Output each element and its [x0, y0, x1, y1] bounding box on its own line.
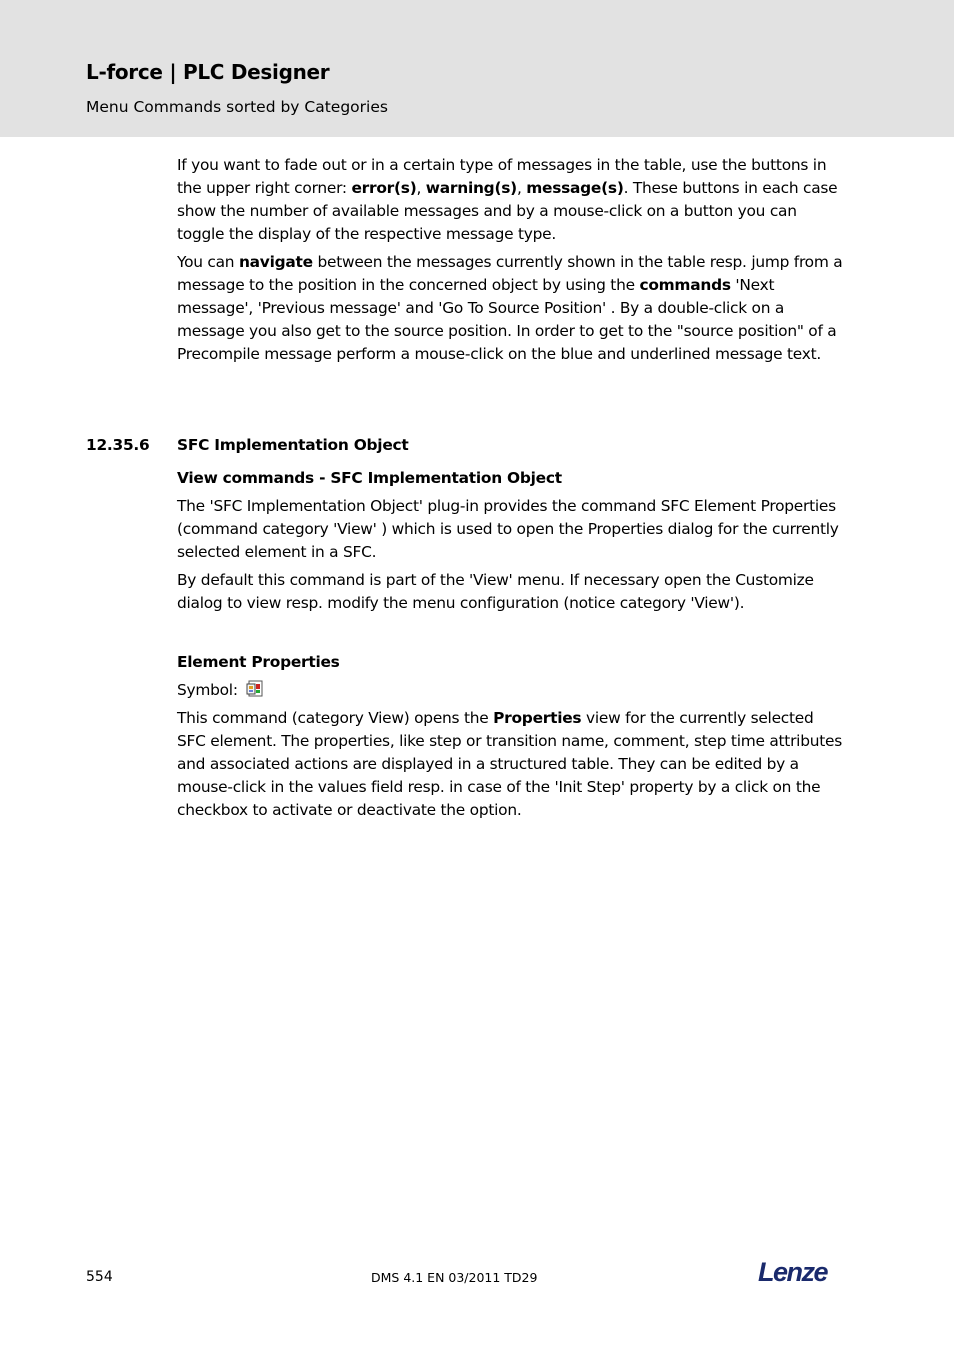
text-run: You can: [177, 253, 239, 271]
text-run: between the messages currently shown in the table resp. jump from a message to the position in the concerned object by using the: [177, 253, 843, 294]
page-header: [0, 0, 954, 137]
view-commands-heading: View commands - SFC Implementation Object: [177, 469, 562, 487]
button-name-warnings: warning(s): [425, 179, 517, 197]
section-paragraph-1: The 'SFC Implementation Object' plug-in provides the command SFC Element Properties (command category 'View' ) which is used to open the Properties dialog for the currently selected element in a SFC.: [177, 497, 839, 561]
text-run: . These buttons in each case show the number of available messages and by a mouse-click on a button you can toggle the display of the respective message type.: [177, 179, 838, 243]
section-number: 12.35.6: [86, 436, 150, 454]
page-number: 554: [86, 1269, 113, 1285]
document-subtitle: Menu Commands sorted by Categories: [86, 98, 388, 116]
bold-term-properties: Properties: [493, 709, 582, 727]
element-properties-heading: Element Properties: [177, 653, 340, 671]
symbol-line: [177, 679, 845, 702]
button-name-messages: message(s): [526, 179, 624, 197]
symbol-label: Symbol:: [177, 681, 238, 699]
intro-block: [177, 154, 845, 366]
text-run: ,: [516, 179, 527, 197]
button-name-errors: error(s): [351, 179, 417, 197]
text-run: view for the currently selected SFC element. The properties, like step or transition name, comment, step time attributes and associated actions are displayed in a structured table. They can be edited by a mouse-click in the values field resp. in case of the 'Init Step' property by a click on the checkbox to activate or deactivate the option.: [177, 709, 842, 819]
svg-text:Lenze: Lenze: [758, 1258, 828, 1286]
text-run: If you want to fade out or in a certain type of messages in the table, use the buttons in the upper right corner:: [177, 156, 827, 197]
element-properties-paragraph: [177, 707, 845, 822]
section-paragraph-2: By default this command is part of the 'View' menu. If necessary open the Customize dialog to view resp. modify the menu configuration (notice category 'View').: [177, 571, 814, 612]
section-title: SFC Implementation Object: [177, 436, 409, 454]
intro-paragraph-1: [177, 154, 845, 246]
bold-term-commands: commands: [639, 276, 731, 294]
section-body: [177, 467, 845, 615]
bold-term-navigate: navigate: [238, 253, 313, 271]
document-title: L-force | PLC Designer: [86, 60, 330, 84]
element-properties-block: [177, 651, 845, 822]
element-properties-icon: [246, 680, 266, 698]
intro-paragraph-2: [177, 251, 845, 366]
text-run: ,: [416, 179, 426, 197]
lenze-logo: [758, 1258, 838, 1286]
text-run: 'Next message', 'Previous message' and 'Go To Source Position' . By a double-click on a message you also get to the source position. In order to get to the "source position" of a Precompile message perform a mouse-click on the blue and underlined message text.: [177, 276, 837, 363]
document-reference: DMS 4.1 EN 03/2011 TD29: [371, 1270, 538, 1285]
text-run: This command (category View) opens the: [177, 709, 494, 727]
